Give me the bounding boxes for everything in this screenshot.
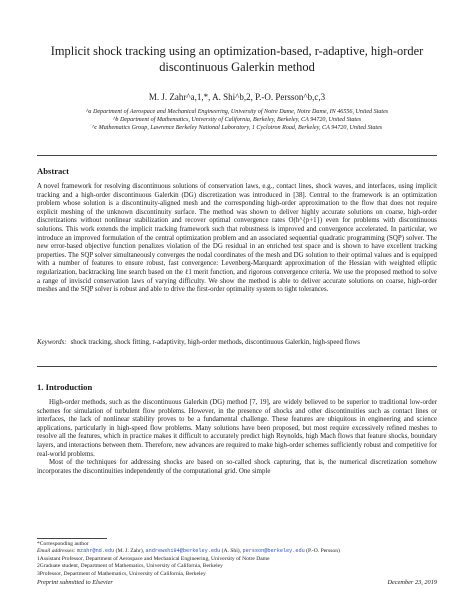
abstract-heading: Abstract <box>37 166 69 176</box>
paper-title <box>40 43 434 75</box>
author-list: M. J. Zahr^a,1,*, A. Shi^b,2, P.-O. Persson^b,c,3 <box>148 92 326 102</box>
email-link-persson[interactable]: persson@berkeley.edu <box>242 548 305 555</box>
email-link-zahr[interactable]: mzahr@nd.edu <box>76 548 115 555</box>
email-label: Email addresses: <box>37 548 76 555</box>
title-line-2: discontinuous Galerkin method <box>159 60 315 74</box>
introduction-body <box>37 399 437 476</box>
email-link-shi[interactable]: andrewshi94@berkeley.edu <box>145 548 221 555</box>
email-name-zahr: (M. J. Zahr), <box>115 548 145 555</box>
footnote-corresponding: *Corresponding author <box>37 541 89 547</box>
footer-date: December 23, 2019 <box>387 579 437 586</box>
intro-paragraph-2: Most of the techniques for addressing shocks are based on so-called shock capturing, that is, the numerical discretization somehow incorporates the discontinuities independently of the computational grid. One simple <box>37 459 437 475</box>
affiliation-b: ^b Department of Mathematics, University of California, Berkeley, Berkeley, CA 94720, United States <box>112 116 362 123</box>
footer-preprint-note: Preprint submitted to Elsevier <box>37 579 113 586</box>
affiliation-c: ^c Mathematics Group, Lawrence Berkeley National Laboratory, 1 Cyclotron Road, Berkeley, CA 94720, United States <box>91 124 383 131</box>
footnotes <box>37 541 437 578</box>
email-name-shi: (A. Shi), <box>221 548 242 555</box>
footnote-2: 2Graduate student, Department of Mathematics, University of California, Berkeley <box>37 563 223 570</box>
title-line-1: Implicit shock tracking using an optimization-based, r-adaptive, high-order <box>50 44 424 58</box>
intro-paragraph-1: High-order methods, such as the discontinuous Galerkin (DG) method [7, 19], are widely believed to be superior to traditional low-order schemes for simulation of turbulent flow problems. However, in the presence of shocks and other discontinuities such as contact lines or interfaces, the lack of nonlinear stability proves to be a fundamental challenge. These features are ubiquitous in engineering and science applications, particularly in high-speed flow problems. Many solutions have been proposed, but most require excessively refined meshes to resolve all the features, which in practice makes it difficult to accurately predict high Reynolds, high Mach flows that feature shocks, boundary layers, and interactions between them. Therefore, new advances are required to make high-order schemes sufficiently robust and competitive for real-world problems. <box>37 399 437 458</box>
email-name-persson: (P.-O. Persson) <box>306 548 340 555</box>
keywords <box>37 339 437 348</box>
keywords-label: Keywords: <box>37 339 67 346</box>
affiliations <box>40 109 434 132</box>
footnote-1: 1Assistant Professor, Department of Aerospace and Mechanical Engineering, University of Notre Dame <box>37 555 270 562</box>
footnote-rule <box>37 538 107 539</box>
abstract-bottom-rule <box>37 366 437 367</box>
footnote-3: 3Professor, Department of Mathematics, University of California, Berkeley <box>37 570 206 577</box>
section-heading-introduction: 1. Introduction <box>37 382 93 392</box>
abstract-text: A novel framework for resolving discontinuous solutions of conservation laws, e.g., contact lines, shock waves, and interfaces, using implicit tracking and a high-order discontinuous Galerkin (DG) discretization was introduced in [38]. Central to the framework is an optimization problem whose solution is a discontinuity-aligned mesh and the corresponding high-order approximation to the flow that does not require explicit meshing of the unknown discontinuity surface. The method was shown to deliver highly accurate solutions on coarse, high-order discretizations without nonlinear stabilization and recover optimal convergence rates O(h^{p+1}) even for problems with discontinuous solutions. This work extends the implicit tracking framework such that robustness is improved and convergence accelerated. In particular, we introduce an improved formulation of the central optimization problem and an associated sequential quadratic programming (SQP) solver. The new error-based objective function penalizes violation of the DG residual in an enriched test space and is shown to have excellent tracking properties. The SQP solver simultaneously converges the nodal coordinates of the mesh and DG solution to their optimal values and is equipped with a number of features to ensure robust, fast convergence: Levenberg-Marquardt approximation of the Hessian with weighted elliptic regularization, backtracking line search based on the ℓ1 merit function, and rigorous convergence criteria. We use the proposed method to solve a range of inviscid conservation laws of varying difficulty. We show the method is able to deliver accurate solutions on coarse, high-order meshes and the SQP solver is robust and able to drive the first-order optimality system to tight tolerances. <box>37 183 437 294</box>
footnote-emails <box>37 548 437 555</box>
affiliation-a: ^a Department of Aerospace and Mechanical Engineering, University of Notre Dame, Notre Dame, IN 46556, United States <box>85 109 389 115</box>
abstract-top-rule <box>37 155 437 156</box>
keywords-text: shock tracking, shock fitting, r-adaptivity, high-order methods, discontinuous Galerkin, high-speed flows <box>70 339 360 346</box>
